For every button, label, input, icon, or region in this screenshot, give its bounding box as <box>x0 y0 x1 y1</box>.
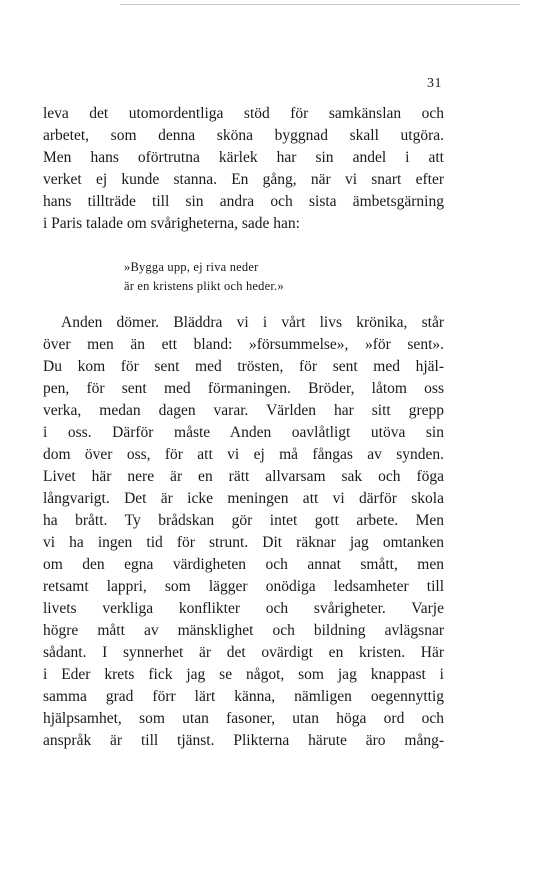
paragraph-line: om den egna värdigheten och annat smått, men <box>43 556 444 573</box>
paragraph-line: i oss. Därför måste Anden oavlåtligt utöva sin <box>43 424 444 441</box>
paragraph-line: dom över oss, för att vi ej må fångas av synden. <box>43 446 444 463</box>
paragraph-1 <box>43 103 444 235</box>
scan-edge-line <box>120 4 520 5</box>
page-number: 31 <box>427 76 442 91</box>
paragraph-line: Anden dömer. Bläddra vi i vårt livs krönika, står <box>61 314 444 331</box>
paragraph-line: i Paris talade om svårigheterna, sade han: <box>43 215 300 232</box>
paragraph-line: över men än ett bland: »försummelse», »för sent». <box>43 336 444 353</box>
paragraph-line: samma grad förr lärt känna, nämligen oegennyttig <box>43 688 444 705</box>
verse-line: är en kristens plikt och heder.» <box>124 279 284 293</box>
paragraph-line: livets verkliga konflikter och svårigheter. Varje <box>43 600 444 617</box>
paragraph-line: leva det utomordentliga stöd för samkänslan och <box>43 105 444 122</box>
paragraph-line: Du kom för sent med trösten, för sent med hjäl- <box>43 358 444 375</box>
paragraph-line: Men hans oförtrutna kärlek har sin andel i att <box>43 149 444 166</box>
paragraph-line: verket ej kunde stanna. En gång, när vi snart efter <box>43 171 444 188</box>
paragraph-line: verka, medan dagen varar. Världen har sitt grepp <box>43 402 444 419</box>
paragraph-line: högre mått av mänsklighet och bildning avlägsnar <box>43 622 444 639</box>
paragraph-line: retsamt lappri, som lägger onödiga ledsamheter till <box>43 578 444 595</box>
verse-line: »Bygga upp, ej riva neder <box>124 260 259 274</box>
paragraph-2 <box>43 312 444 752</box>
paragraph-line: Livet här nere är en rätt allvarsam sak och föga <box>43 468 444 485</box>
verse-quote <box>124 258 374 296</box>
paragraph-line: vi ha ingen tid för strunt. Dit räknar jag omtanken <box>43 534 444 551</box>
paragraph-line: arbetet, som denna sköna byggnad skall utgöra. <box>43 127 444 144</box>
paragraph-line: sådant. I synnerhet är det ovärdigt en kristen. Här <box>43 644 444 661</box>
paragraph-line: anspråk är till tjänst. Plikterna härute äro mång- <box>43 732 444 749</box>
paragraph-line: i Eder krets fick jag se något, som jag knappast i <box>43 666 444 683</box>
paragraph-line: långvarigt. Det är icke meningen att vi därför skola <box>43 490 444 507</box>
paragraph-line: hans tillträde till sin andra och sista ämbetsgärning <box>43 193 444 210</box>
paragraph-line: hjälpsamhet, som utan fasoner, utan höga ord och <box>43 710 444 727</box>
paragraph-line: ha brått. Ty brådskan gör intet gott arbete. Men <box>43 512 444 529</box>
paragraph-line: pen, för sent med förmaningen. Bröder, låtom oss <box>43 380 444 397</box>
